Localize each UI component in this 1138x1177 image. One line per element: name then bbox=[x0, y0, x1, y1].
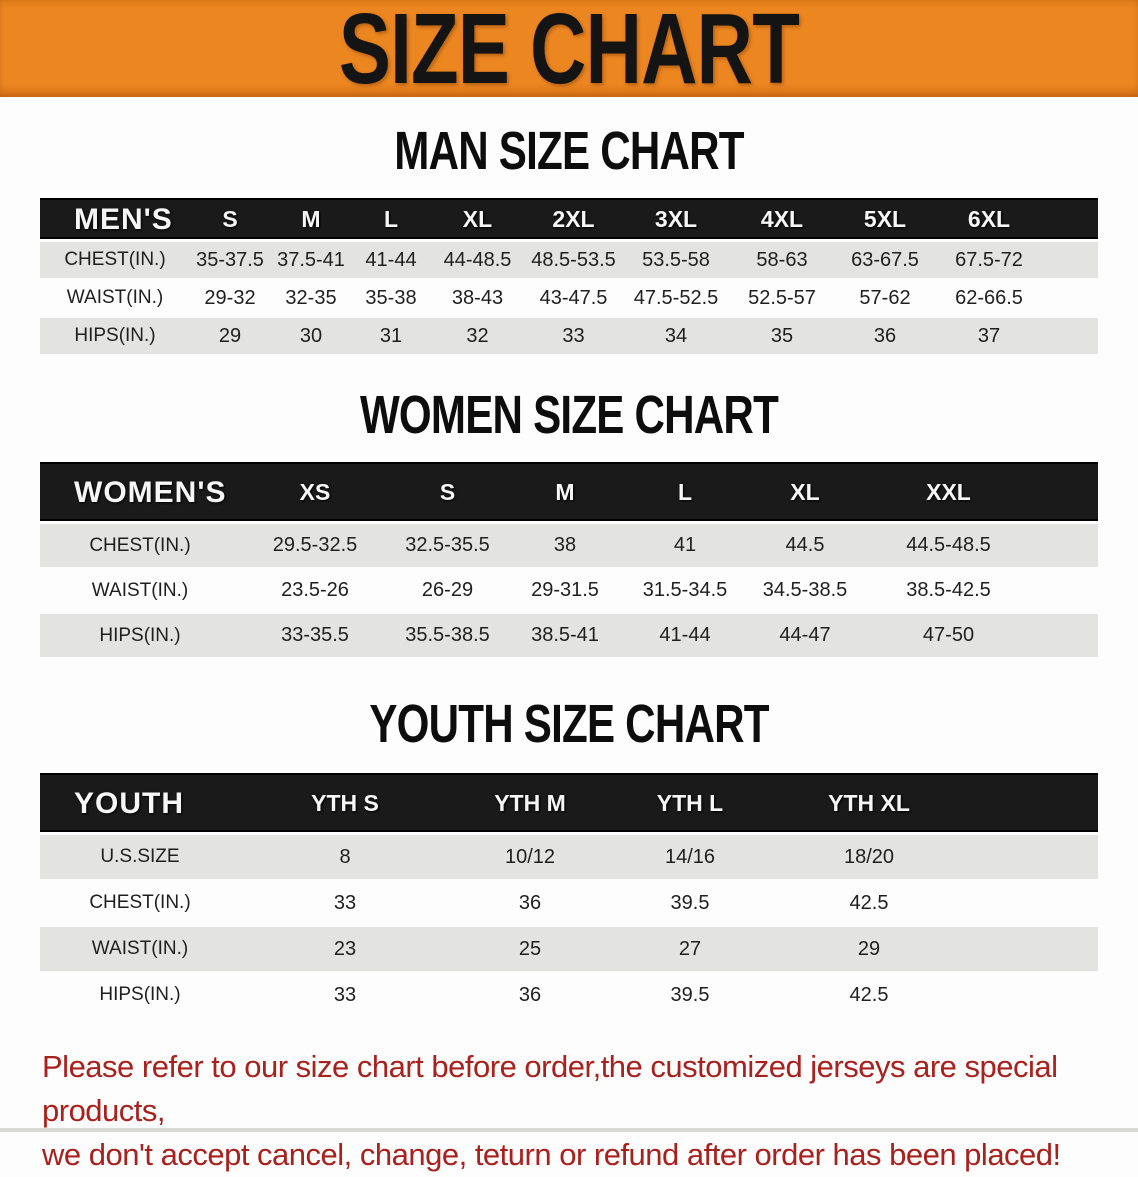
size-value-cell: 43-47.5 bbox=[525, 280, 622, 318]
size-column-header: YTH L bbox=[610, 773, 770, 835]
size-value-cell: 47.5-52.5 bbox=[622, 280, 730, 318]
size-value-cell: 33 bbox=[525, 318, 622, 356]
size-table-header bbox=[40, 198, 1098, 242]
size-value-cell: 34.5-38.5 bbox=[745, 569, 865, 614]
youth-size-chart-heading bbox=[0, 694, 1138, 754]
size-value-cell: 38.5-41 bbox=[505, 614, 625, 659]
man-size-chart-heading bbox=[0, 121, 1138, 181]
women-size-table bbox=[40, 462, 1098, 659]
size-value-cell: 41-44 bbox=[625, 614, 745, 659]
measurement-row-label: HIPS(IN.) bbox=[40, 614, 240, 659]
size-value-cell: 33-35.5 bbox=[240, 614, 390, 659]
size-value-cell: 38 bbox=[505, 524, 625, 569]
size-column-header: S bbox=[390, 462, 505, 524]
measurement-row-label: CHEST(IN.) bbox=[40, 881, 240, 927]
women-size-chart-heading-text: WOMEN SIZE CHART bbox=[359, 385, 779, 445]
size-table-header-row bbox=[40, 198, 1098, 242]
size-value-cell: 62-66.5 bbox=[936, 280, 1098, 318]
measurement-row bbox=[40, 318, 1098, 356]
size-value-cell: 35-37.5 bbox=[190, 242, 270, 280]
size-value-cell: 31 bbox=[352, 318, 430, 356]
size-table-header bbox=[40, 462, 1098, 524]
size-value-cell: 47-50 bbox=[865, 614, 1098, 659]
size-value-cell: 29.5-32.5 bbox=[240, 524, 390, 569]
size-value-cell: 32.5-35.5 bbox=[390, 524, 505, 569]
size-value-cell: 14/16 bbox=[610, 835, 770, 881]
measurement-row bbox=[40, 280, 1098, 318]
size-column-header: YTH M bbox=[450, 773, 610, 835]
size-value-cell: 8 bbox=[240, 835, 450, 881]
size-value-cell: 35 bbox=[730, 318, 834, 356]
man-size-chart-section bbox=[0, 121, 1138, 356]
size-column-header: 2XL bbox=[525, 198, 622, 242]
size-value-cell: 31.5-34.5 bbox=[625, 569, 745, 614]
measurement-row-label: CHEST(IN.) bbox=[40, 242, 190, 280]
measurement-row bbox=[40, 927, 1098, 973]
size-value-cell: 63-67.5 bbox=[834, 242, 936, 280]
size-value-cell: 34 bbox=[622, 318, 730, 356]
disclaimer bbox=[0, 1045, 1138, 1177]
size-value-cell: 42.5 bbox=[770, 973, 1098, 1019]
size-value-cell: 52.5-57 bbox=[730, 280, 834, 318]
measurement-row bbox=[40, 242, 1098, 280]
size-value-cell: 26-29 bbox=[390, 569, 505, 614]
size-value-cell: 38-43 bbox=[430, 280, 525, 318]
size-column-header: XXL bbox=[865, 462, 1098, 524]
size-value-cell: 23.5-26 bbox=[240, 569, 390, 614]
size-value-cell: 44.5 bbox=[745, 524, 865, 569]
size-column-header: 6XL bbox=[936, 198, 1098, 242]
size-column-header: XS bbox=[240, 462, 390, 524]
size-value-cell: 23 bbox=[240, 927, 450, 973]
size-value-cell: 39.5 bbox=[610, 973, 770, 1019]
size-value-cell: 10/12 bbox=[450, 835, 610, 881]
youth-size-table bbox=[40, 773, 1098, 1019]
size-value-cell: 25 bbox=[450, 927, 610, 973]
size-value-cell: 27 bbox=[610, 927, 770, 973]
table-corner-label: YOUTH bbox=[40, 773, 240, 835]
size-column-header: S bbox=[190, 198, 270, 242]
size-value-cell: 39.5 bbox=[610, 881, 770, 927]
size-table-body bbox=[40, 242, 1098, 356]
size-value-cell: 32-35 bbox=[270, 280, 352, 318]
size-column-header: 5XL bbox=[834, 198, 936, 242]
banner bbox=[0, 0, 1138, 105]
size-column-header: 4XL bbox=[730, 198, 834, 242]
measurement-row bbox=[40, 881, 1098, 927]
size-value-cell: 29-32 bbox=[190, 280, 270, 318]
measurement-row-label: CHEST(IN.) bbox=[40, 524, 240, 569]
man-size-chart-heading-text: MAN SIZE CHART bbox=[394, 121, 744, 181]
table-corner-label: WOMEN'S bbox=[40, 462, 240, 524]
size-value-cell: 33 bbox=[240, 881, 450, 927]
measurement-row bbox=[40, 973, 1098, 1019]
size-table-header-row bbox=[40, 773, 1098, 835]
size-table-header-row bbox=[40, 462, 1098, 524]
size-table-header bbox=[40, 773, 1098, 835]
size-value-cell: 35-38 bbox=[352, 280, 430, 318]
size-value-cell: 44-47 bbox=[745, 614, 865, 659]
size-value-cell: 18/20 bbox=[770, 835, 1098, 881]
size-value-cell: 67.5-72 bbox=[936, 242, 1098, 280]
banner-title: SIZE CHART bbox=[338, 0, 800, 105]
size-value-cell: 36 bbox=[450, 881, 610, 927]
measurement-row-label: WAIST(IN.) bbox=[40, 927, 240, 973]
size-column-header: L bbox=[352, 198, 430, 242]
table-corner-label: MEN'S bbox=[40, 198, 190, 242]
size-table-body bbox=[40, 524, 1098, 659]
size-column-header: L bbox=[625, 462, 745, 524]
size-value-cell: 38.5-42.5 bbox=[865, 569, 1098, 614]
man-size-table bbox=[40, 198, 1098, 356]
disclaimer-line-2: we don't accept cancel, change, teturn or refund after order has been placed! bbox=[42, 1137, 1061, 1172]
size-value-cell: 30 bbox=[270, 318, 352, 356]
women-size-chart-heading bbox=[0, 385, 1138, 445]
measurement-row-label: U.S.SIZE bbox=[40, 835, 240, 881]
size-value-cell: 58-63 bbox=[730, 242, 834, 280]
disclaimer-line-1: Please refer to our size chart before order,the customized jerseys are special products, bbox=[42, 1049, 1058, 1128]
size-value-cell: 53.5-58 bbox=[622, 242, 730, 280]
size-value-cell: 44-48.5 bbox=[430, 242, 525, 280]
size-value-cell: 37.5-41 bbox=[270, 242, 352, 280]
size-column-header: M bbox=[505, 462, 625, 524]
size-value-cell: 29 bbox=[190, 318, 270, 356]
measurement-row bbox=[40, 614, 1098, 659]
measurement-row-label: HIPS(IN.) bbox=[40, 973, 240, 1019]
size-column-header: YTH S bbox=[240, 773, 450, 835]
size-column-header: XL bbox=[430, 198, 525, 242]
size-column-header: YTH XL bbox=[770, 773, 1098, 835]
size-column-header: 3XL bbox=[622, 198, 730, 242]
women-size-chart-section bbox=[0, 385, 1138, 659]
measurement-row bbox=[40, 569, 1098, 614]
size-value-cell: 41-44 bbox=[352, 242, 430, 280]
size-value-cell: 32 bbox=[430, 318, 525, 356]
size-value-cell: 37 bbox=[936, 318, 1098, 356]
size-value-cell: 36 bbox=[834, 318, 936, 356]
size-value-cell: 48.5-53.5 bbox=[525, 242, 622, 280]
size-value-cell: 42.5 bbox=[770, 881, 1098, 927]
size-column-header: M bbox=[270, 198, 352, 242]
size-value-cell: 41 bbox=[625, 524, 745, 569]
size-value-cell: 36 bbox=[450, 973, 610, 1019]
size-column-header: XL bbox=[745, 462, 865, 524]
youth-size-chart-heading-text: YOUTH SIZE CHART bbox=[369, 694, 769, 754]
size-value-cell: 33 bbox=[240, 973, 450, 1019]
size-chart-sections bbox=[0, 121, 1138, 1019]
size-table-body bbox=[40, 835, 1098, 1019]
size-value-cell: 44.5-48.5 bbox=[865, 524, 1098, 569]
size-value-cell: 29-31.5 bbox=[505, 569, 625, 614]
bottom-edge-divider bbox=[0, 1128, 1138, 1132]
size-value-cell: 35.5-38.5 bbox=[390, 614, 505, 659]
measurement-row-label: WAIST(IN.) bbox=[40, 569, 240, 614]
measurement-row-label: WAIST(IN.) bbox=[40, 280, 190, 318]
youth-size-chart-section bbox=[0, 694, 1138, 1019]
size-value-cell: 29 bbox=[770, 927, 1098, 973]
measurement-row bbox=[40, 835, 1098, 881]
measurement-row bbox=[40, 524, 1098, 569]
size-value-cell: 57-62 bbox=[834, 280, 936, 318]
measurement-row-label: HIPS(IN.) bbox=[40, 318, 190, 356]
